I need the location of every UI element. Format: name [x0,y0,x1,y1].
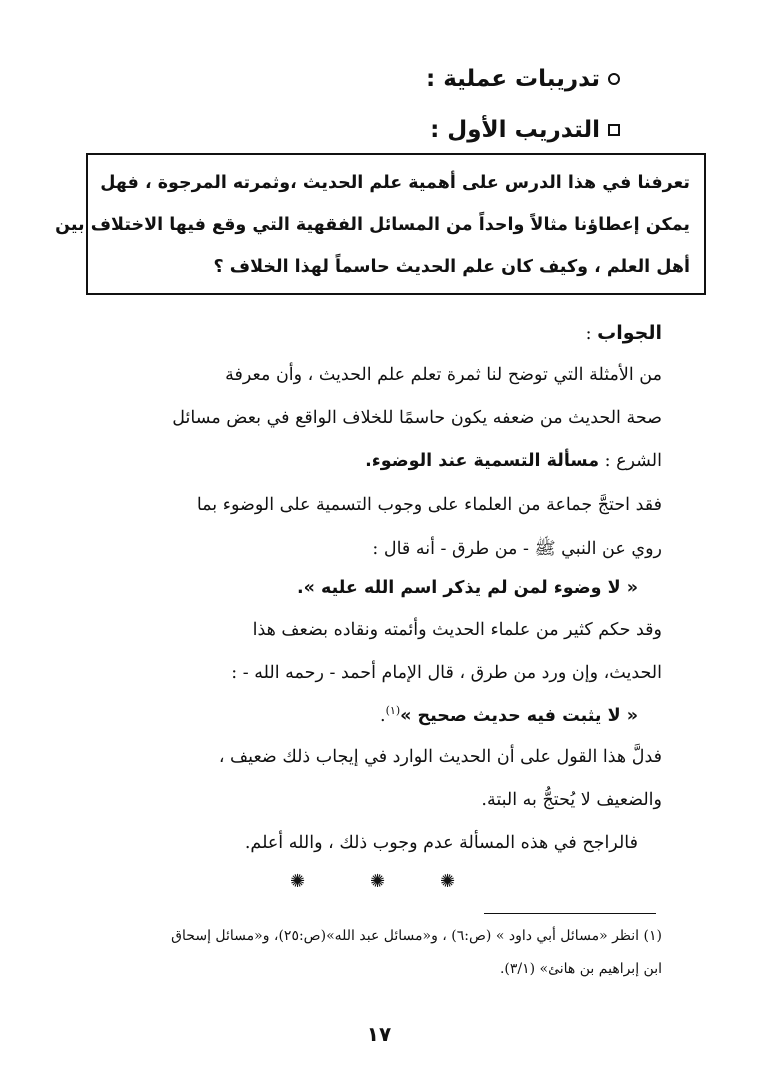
question-box [55,153,706,295]
answer-label-text: الجواب [597,322,662,344]
answer-line-5: روي عن النبي ﷺ - من طرق - أنه قال : [372,539,662,559]
answer-line-7: الحديث، وإن ورد من طرق ، قال الإمام أحمد - رحمه الله - : [231,663,662,683]
ornament-star-icon: ✺ [290,871,306,892]
exercise-heading-text: التدريب الأول : [430,117,600,143]
hadith-quote-2-end: . [380,705,386,726]
square-bullet-icon [608,124,620,136]
answer-line-10: فالراجح في هذه المسألة عدم وجوب ذلك ، والله أعلم. [244,833,638,853]
ornament-star-icon: ✺ [370,871,386,892]
answer-line-4: فقد احتجَّ جماعة من العلماء على وجوب التسمية على الوضوء بما [196,495,662,515]
answer-line-3 [365,451,662,471]
section-heading-text: تدريبات عملية : [425,66,600,92]
hadith-quote-1: « لا وضوء لمن لم يذكر اسم الله عليه ». [296,578,638,598]
question-line-1: تعرفنا في هذا الدرس على أهمية علم الحديث ،وثمرته المرجوة ، فهل [100,173,690,193]
answer-label-colon: : [585,324,598,344]
footnote-divider [484,913,656,914]
footnote-line-1: (١) انظر «مسائل أبي داود » (ص:٦) ، و«مسائل عبد الله»(ص:٢٥)، و«مسائل إسحاق [171,928,662,944]
footnote-ref: (١) [385,704,401,717]
question-line-2: يمكن إعطاؤنا مثالاً واحداً من المسائل الفقهية التي وقع فيها الاختلاف بين [55,215,690,235]
answer-line-8: فدلَّ هذا القول على أن الحديث الوارد في إيجاب ذلك ضعيف ، [218,747,662,767]
question-line-3: أهل العلم ، وكيف كان علم الحديث حاسماً لهذا الخلاف ؟ [213,257,690,277]
exercise-heading [430,117,620,143]
hadith-quote-2 [380,704,638,726]
answer-line-9: والضعيف لا يُحتجُّ به البتة. [481,790,662,810]
hadith-quote-2-text: « لا يثبت فيه حديث صحيح » [400,705,638,726]
section-heading [426,66,620,92]
circle-bullet-icon [608,73,620,85]
answer-line-6: وقد حكم كثير من علماء الحديث وأئمته ونقاده بضعف هذا [252,620,662,640]
answer-line-3-prefix: الشرع : [604,451,662,471]
answer-label [586,322,662,344]
ornament-star-icon: ✺ [440,871,456,892]
answer-line-3-topic: مسألة التسمية عند الوضوء. [365,451,600,471]
footnote-line-2: ابن إبراهيم بن هانئ» (٣/١). [499,961,662,977]
answer-line-1: من الأمثلة التي توضح لنا ثمرة تعلم علم الحديث ، وأن معرفة [225,365,662,385]
page-number: ١٧ [366,1022,392,1046]
answer-line-2: صحة الحديث من ضعفه يكون حاسمًا للخلاف الواقع في بعض مسائل [172,408,662,428]
